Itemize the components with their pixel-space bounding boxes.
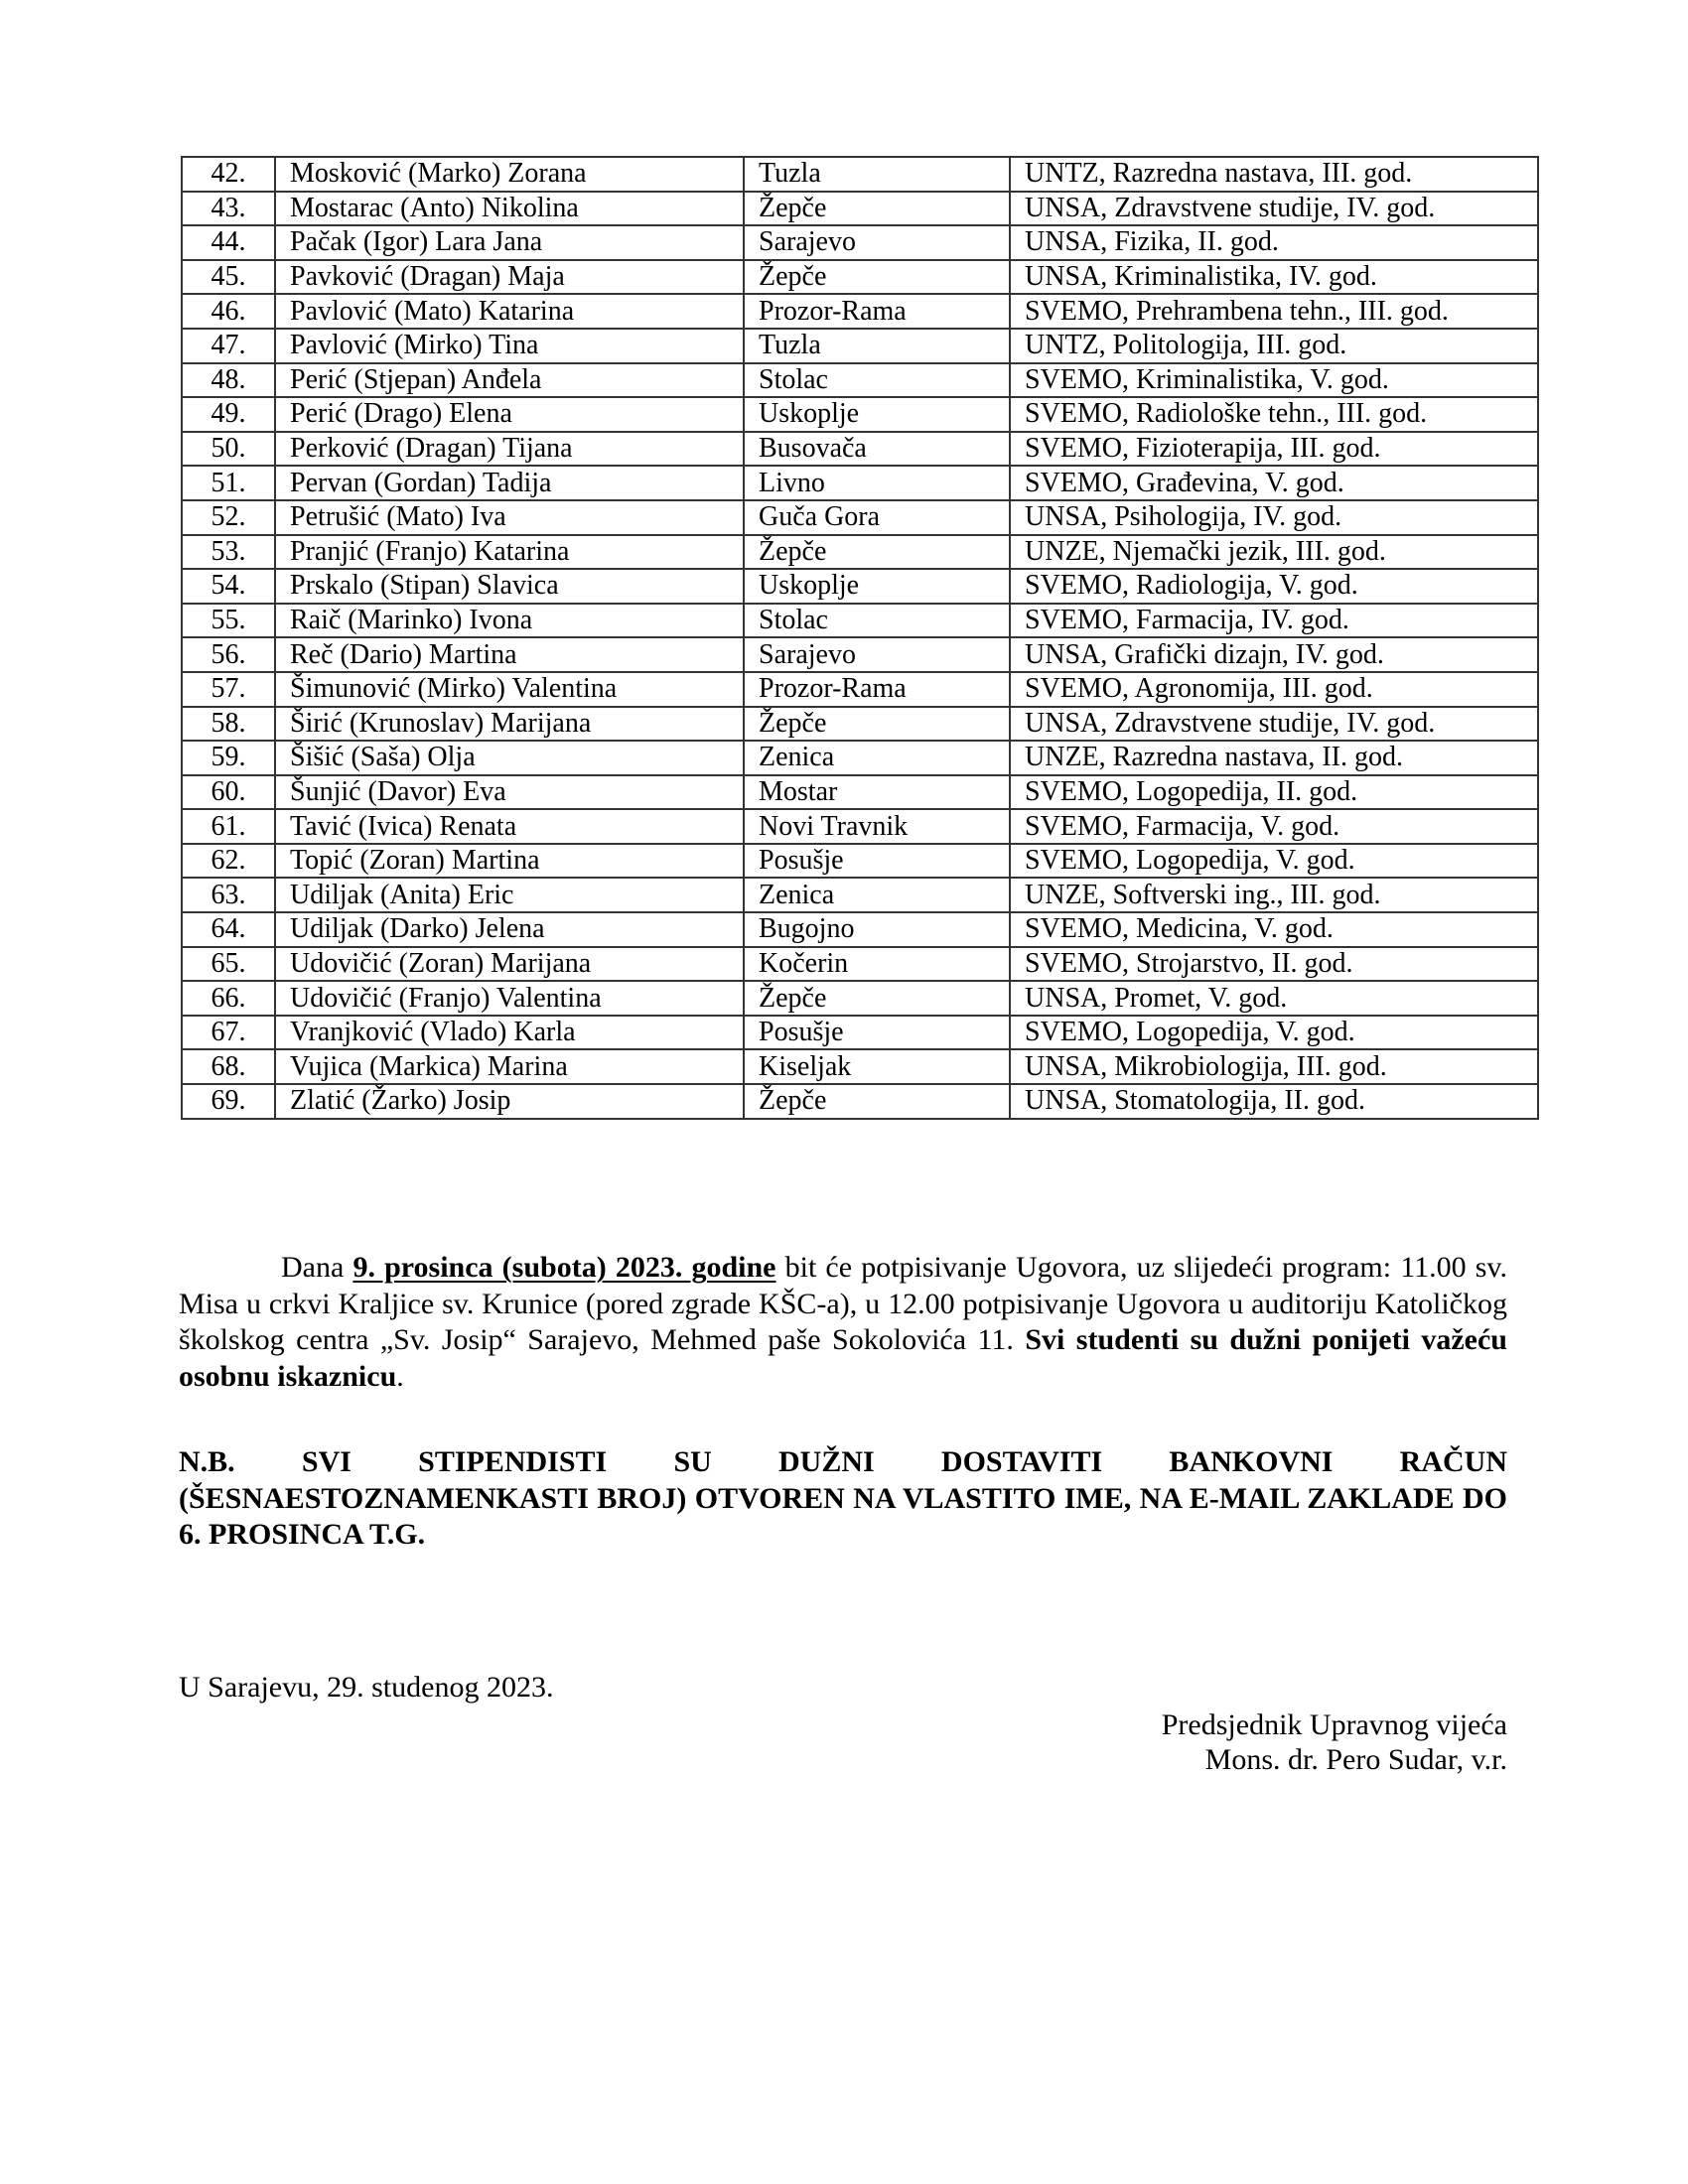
student-study: SVEMO, Logopedija, II. god. — [1010, 775, 1538, 810]
student-study: UNSA, Kriminalistika, IV. god. — [1010, 260, 1538, 295]
nb-bank-account-notice: N.B. SVI STIPENDISTI SU DUŽNI DOSTAVITI BANKOVNI RAČUN (ŠESNAESTOZNAMENKASTI BROJ) OTVOREN NA VLASTITO IME, NA E-MAIL ZAKLADE DO 6. PROSINCA T.G. — [179, 1445, 1507, 1551]
student-city: Livno — [744, 466, 1010, 500]
row-number: 59. — [182, 741, 275, 775]
table-row — [182, 637, 1538, 672]
student-name: Vranjković (Vlado) Karla — [275, 1016, 744, 1050]
student-study: SVEMO, Logopedija, V. god. — [1010, 1016, 1538, 1050]
table-row — [182, 466, 1538, 500]
row-number: 60. — [182, 775, 275, 810]
table-row — [182, 1084, 1538, 1119]
row-number: 62. — [182, 844, 275, 879]
student-name: Pervan (Gordan) Tadija — [275, 466, 744, 500]
table-row — [182, 329, 1538, 363]
row-number: 43. — [182, 192, 275, 226]
row-number: 68. — [182, 1049, 275, 1084]
student-study: UNSA, Promet, V. god. — [1010, 981, 1538, 1016]
student-study: SVEMO, Farmacija, V. god. — [1010, 809, 1538, 844]
student-name: Udiljak (Anita) Eric — [275, 878, 744, 912]
student-city: Posušje — [744, 844, 1010, 879]
student-name: Šimunović (Mirko) Valentina — [275, 672, 744, 707]
table-row — [182, 1016, 1538, 1050]
row-number: 45. — [182, 260, 275, 295]
student-city: Stolac — [744, 363, 1010, 398]
student-study: UNSA, Stomatologija, II. god. — [1010, 1084, 1538, 1119]
row-number: 58. — [182, 707, 275, 742]
student-study: SVEMO, Kriminalistika, V. god. — [1010, 363, 1538, 398]
row-number: 61. — [182, 809, 275, 844]
table-row — [182, 294, 1538, 329]
student-name: Pavlović (Mato) Katarina — [275, 294, 744, 329]
student-city: Kočerin — [744, 947, 1010, 982]
student-study: SVEMO, Agronomija, III. god. — [1010, 672, 1538, 707]
student-study: UNTZ, Razredna nastava, III. god. — [1010, 157, 1538, 192]
student-city: Prozor-Rama — [744, 672, 1010, 707]
student-city: Posušje — [744, 1016, 1010, 1050]
notice-date: 9. prosinca (subota) 2023. godine — [352, 1251, 776, 1284]
table-row — [182, 947, 1538, 982]
row-number: 64. — [182, 912, 275, 947]
student-name: Topić (Zoran) Martina — [275, 844, 744, 879]
student-name: Pavković (Dragan) Maja — [275, 260, 744, 295]
student-city: Sarajevo — [744, 637, 1010, 672]
table-row — [182, 397, 1538, 432]
student-study: SVEMO, Radiološke tehn., III. god. — [1010, 397, 1538, 432]
table-row — [182, 535, 1538, 570]
student-name: Perić (Drago) Elena — [275, 397, 744, 432]
row-number: 55. — [182, 604, 275, 638]
row-number: 47. — [182, 329, 275, 363]
student-name: Šunjić (Davor) Eva — [275, 775, 744, 810]
scholarship-table-body — [182, 157, 1538, 1119]
student-name: Pačak (Igor) Lara Jana — [275, 225, 744, 260]
table-row — [182, 363, 1538, 398]
student-city: Stolac — [744, 604, 1010, 638]
student-city: Tuzla — [744, 329, 1010, 363]
student-study: UNSA, Psihologija, IV. god. — [1010, 500, 1538, 535]
row-number: 49. — [182, 397, 275, 432]
row-number: 54. — [182, 569, 275, 604]
student-name: Udovičić (Zoran) Marijana — [275, 947, 744, 982]
student-city: Uskoplje — [744, 397, 1010, 432]
student-study: UNSA, Mikrobiologija, III. god. — [1010, 1049, 1538, 1084]
student-city: Guča Gora — [744, 500, 1010, 535]
student-city: Žepče — [744, 192, 1010, 226]
student-study: SVEMO, Strojarstvo, II. god. — [1010, 947, 1538, 982]
student-name: Vujica (Markica) Marina — [275, 1049, 744, 1084]
student-study: UNZE, Razredna nastava, II. god. — [1010, 741, 1538, 775]
student-name: Mosković (Marko) Zorana — [275, 157, 744, 192]
scholarship-table — [181, 156, 1539, 1120]
student-name: Zlatić (Žarko) Josip — [275, 1084, 744, 1119]
table-row — [182, 672, 1538, 707]
table-row — [182, 844, 1538, 879]
student-name: Perković (Dragan) Tijana — [275, 432, 744, 467]
student-study: UNZE, Njemački jezik, III. god. — [1010, 535, 1538, 570]
student-city: Mostar — [744, 775, 1010, 810]
table-row — [182, 225, 1538, 260]
notice-id-requirement: Svi studenti su dužni ponijeti važeću osobnu iskaznicu — [179, 1323, 1507, 1393]
student-name: Udovičić (Franjo) Valentina — [275, 981, 744, 1016]
student-study: SVEMO, Radiologija, V. god. — [1010, 569, 1538, 604]
table-row — [182, 500, 1538, 535]
student-name: Pranjić (Franjo) Katarina — [275, 535, 744, 570]
student-city: Prozor-Rama — [744, 294, 1010, 329]
table-row — [182, 260, 1538, 295]
student-name: Reč (Dario) Martina — [275, 637, 744, 672]
student-city: Tuzla — [744, 157, 1010, 192]
student-city: Busovača — [744, 432, 1010, 467]
table-row — [182, 707, 1538, 742]
row-number: 56. — [182, 637, 275, 672]
notice-text: bit će potpisivanje Ugovora, uz slijedeći program: 11.00 sv. Misa u crkvi Kraljice sv. Krunice (pored zgrade KŠC-a), u 12.00 potpisivanje Ugovora u auditoriju Katoličkog školskog centra „Sv. Josip“ Sarajevo, Mehmed paše Sokolovića 11. — [179, 1251, 1507, 1356]
student-city: Uskoplje — [744, 569, 1010, 604]
student-city: Zenica — [744, 741, 1010, 775]
row-number: 57. — [182, 672, 275, 707]
student-name: Širić (Krunoslav) Marijana — [275, 707, 744, 742]
signature-title: Predsjednik Upravnog vijeća — [1161, 1708, 1507, 1741]
row-number: 48. — [182, 363, 275, 398]
table-row — [182, 981, 1538, 1016]
student-study: SVEMO, Fizioterapija, III. god. — [1010, 432, 1538, 467]
table-row — [182, 775, 1538, 810]
student-city: Kiseljak — [744, 1049, 1010, 1084]
notice-lead: Dana — [281, 1251, 345, 1284]
row-number: 67. — [182, 1016, 275, 1050]
row-number: 65. — [182, 947, 275, 982]
table-row — [182, 604, 1538, 638]
student-city: Žepče — [744, 1084, 1010, 1119]
signature-name: Mons. dr. Pero Sudar, v.r. — [1204, 1743, 1507, 1776]
row-number: 44. — [182, 225, 275, 260]
table-row — [182, 569, 1538, 604]
student-study: UNSA, Fizika, II. god. — [1010, 225, 1538, 260]
student-study: SVEMO, Medicina, V. god. — [1010, 912, 1538, 947]
row-number: 66. — [182, 981, 275, 1016]
table-row — [182, 1049, 1538, 1084]
student-study: UNSA, Grafički dizajn, IV. god. — [1010, 637, 1538, 672]
signature-block — [1162, 1707, 1507, 1777]
student-name: Perić (Stjepan) Anđela — [275, 363, 744, 398]
student-name: Mostarac (Anto) Nikolina — [275, 192, 744, 226]
table-row — [182, 809, 1538, 844]
student-study: UNZE, Softverski ing., III. god. — [1010, 878, 1538, 912]
table-row — [182, 912, 1538, 947]
row-number: 51. — [182, 466, 275, 500]
student-city: Bugojno — [744, 912, 1010, 947]
student-city: Žepče — [744, 260, 1010, 295]
student-study: UNSA, Zdravstvene studije, IV. god. — [1010, 192, 1538, 226]
student-name: Udiljak (Darko) Jelena — [275, 912, 744, 947]
row-number: 46. — [182, 294, 275, 329]
student-city: Sarajevo — [744, 225, 1010, 260]
student-study: SVEMO, Prehrambena tehn., III. god. — [1010, 294, 1538, 329]
student-city: Žepče — [744, 981, 1010, 1016]
table-row — [182, 432, 1538, 467]
student-city: Zenica — [744, 878, 1010, 912]
student-name: Petrušić (Mato) Iva — [275, 500, 744, 535]
row-number: 42. — [182, 157, 275, 192]
row-number: 69. — [182, 1084, 275, 1119]
student-study: UNSA, Zdravstvene studije, IV. god. — [1010, 707, 1538, 742]
student-name: Pavlović (Mirko) Tina — [275, 329, 744, 363]
student-study: UNTZ, Politologija, III. god. — [1010, 329, 1538, 363]
table-row — [182, 157, 1538, 192]
student-name: Šišić (Saša) Olja — [275, 741, 744, 775]
table-row — [182, 878, 1538, 912]
notice-period: . — [396, 1359, 404, 1393]
student-city: Žepče — [744, 707, 1010, 742]
row-number: 63. — [182, 878, 275, 912]
table-row — [182, 741, 1538, 775]
student-city: Žepče — [744, 535, 1010, 570]
student-city: Novi Travnik — [744, 809, 1010, 844]
student-study: SVEMO, Građevina, V. god. — [1010, 466, 1538, 500]
row-number: 52. — [182, 500, 275, 535]
place-and-date: U Sarajevu, 29. studenog 2023. — [179, 1671, 554, 1704]
student-name: Prskalo (Stipan) Slavica — [275, 569, 744, 604]
row-number: 53. — [182, 535, 275, 570]
student-study: SVEMO, Logopedija, V. god. — [1010, 844, 1538, 879]
signing-notice-paragraph — [179, 1250, 1507, 1395]
student-study: SVEMO, Farmacija, IV. god. — [1010, 604, 1538, 638]
student-name: Tavić (Ivica) Renata — [275, 809, 744, 844]
table-row — [182, 192, 1538, 226]
student-name: Raič (Marinko) Ivona — [275, 604, 744, 638]
row-number: 50. — [182, 432, 275, 467]
